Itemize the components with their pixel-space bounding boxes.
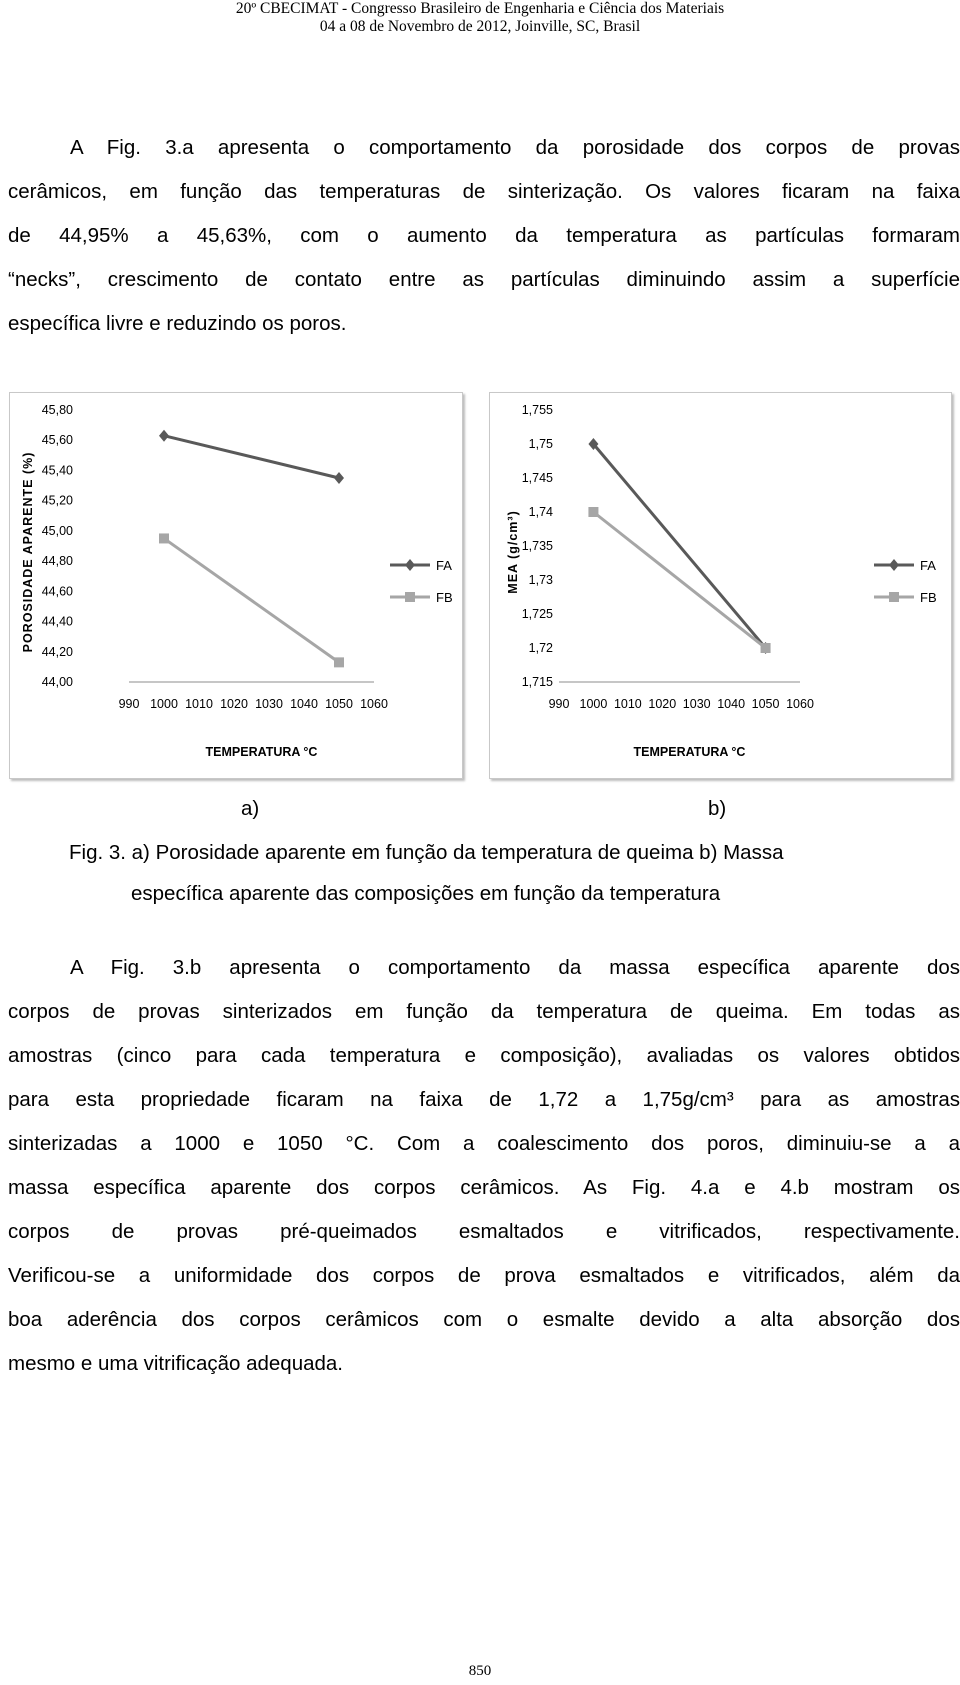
legend-marker-fa xyxy=(889,559,899,571)
text-line: mesmo e uma vitrificação adequada. xyxy=(8,1352,344,1375)
x-tick-label: 1000 xyxy=(579,697,608,711)
legend-label-fb: FB xyxy=(920,590,937,605)
series-line-fb xyxy=(164,538,339,662)
text-line: “necks”, crescimento de contato entre as partículas diminuindo assim a superfície xyxy=(8,268,960,291)
porosity-chart-svg xyxy=(10,393,462,778)
x-tick-label: 1050 xyxy=(325,697,353,711)
data-point-fa xyxy=(159,430,169,442)
text-line: específica livre e reduzindo os poros. xyxy=(8,312,347,335)
y-tick-label: 1,735 xyxy=(521,539,553,553)
y-tick-label: 45,00 xyxy=(41,523,73,538)
y-axis-title: MEA (g/cm³) xyxy=(506,510,520,594)
y-tick-label: 44,60 xyxy=(41,584,73,599)
density-chart xyxy=(489,392,952,779)
sublabel-b: b) xyxy=(708,797,727,820)
x-tick-label: 1000 xyxy=(150,697,178,711)
x-tick-label: 1050 xyxy=(751,697,780,711)
paragraph-1 xyxy=(8,126,960,346)
series-line-fa xyxy=(593,444,765,648)
y-tick-label: 1,73 xyxy=(528,573,553,587)
legend-label-fa: FA xyxy=(920,558,936,573)
text-line: boa aderência dos corpos cerâmicos com o esmalte devido a alta absorção dos xyxy=(8,1308,960,1331)
x-tick-label: 1040 xyxy=(290,697,318,711)
text-line: A Fig. 3.a apresenta o comportamento da porosidade dos corpos de provas xyxy=(70,136,960,159)
text-line: sinterizadas a 1000 e 1050 °C. Com a coalescimento dos poros, diminuiu-se a a xyxy=(8,1132,960,1155)
legend-label-fb: FB xyxy=(436,590,453,605)
data-point-fb xyxy=(334,657,344,667)
y-tick-label: 1,74 xyxy=(528,505,553,519)
y-tick-label: 44,40 xyxy=(41,614,73,629)
paragraph-2 xyxy=(8,946,960,1386)
y-tick-label: 45,20 xyxy=(41,493,73,508)
x-tick-label: 1060 xyxy=(360,697,388,711)
y-tick-label: 1,755 xyxy=(521,403,553,417)
x-tick-label: 1040 xyxy=(717,697,746,711)
x-axis-title: TEMPERATURA °C xyxy=(633,745,746,759)
text-line: Verificou-se a uniformidade dos corpos de prova esmaltados e vitrificados, além da xyxy=(8,1264,960,1287)
figure-caption-line1: Fig. 3. a) Porosidade aparente em função da temperatura de queima b) Massa xyxy=(69,841,784,864)
series-line-fa xyxy=(164,436,339,478)
y-axis-title: POROSIDADE APARENTE (%) xyxy=(21,451,35,653)
text-line: amostras (cinco para cada temperatura e composição), avaliadas os valores obtidos xyxy=(8,1044,960,1067)
data-point-fb xyxy=(761,643,771,653)
x-tick-label: 990 xyxy=(118,697,140,711)
y-tick-label: 45,40 xyxy=(41,463,73,478)
y-tick-label: 44,80 xyxy=(41,554,73,569)
x-tick-label: 1030 xyxy=(682,697,711,711)
text-line: corpos de provas pré-queimados esmaltados e vitrificados, respectivamente. xyxy=(8,1220,960,1243)
text-line: A Fig. 3.b apresenta o comportamento da massa específica aparente dos xyxy=(70,956,960,979)
figure-caption-line2: específica aparente das composições em função da temperatura xyxy=(131,882,721,905)
y-tick-label: 45,80 xyxy=(41,403,73,417)
y-tick-label: 1,715 xyxy=(521,675,553,689)
legend-marker-fb xyxy=(889,592,899,602)
text-line: de 44,95% a 45,63%, com o aumento da temperatura as partículas formaram xyxy=(8,224,960,247)
porosity-chart xyxy=(9,392,463,779)
sublabel-a: a) xyxy=(241,797,260,820)
text-line: para esta propriedade ficaram na faixa de 1,72 a 1,75g/cm³ para as amostras xyxy=(8,1088,960,1111)
text-line: corpos de provas sinterizados em função da temperatura de queima. Em todas as xyxy=(8,1000,960,1023)
x-tick-label: 1020 xyxy=(648,697,677,711)
data-point-fa xyxy=(334,472,344,484)
density-chart-svg xyxy=(490,393,951,778)
legend-label-fa: FA xyxy=(436,558,452,573)
data-point-fb xyxy=(159,533,169,543)
x-tick-label: 990 xyxy=(548,697,570,711)
page-number: 850 xyxy=(468,1663,492,1679)
x-tick-label: 1010 xyxy=(185,697,213,711)
legend-marker-fb xyxy=(405,592,415,602)
series-line-fb xyxy=(593,512,765,648)
x-axis-title: TEMPERATURA °C xyxy=(205,745,318,759)
y-tick-label: 1,725 xyxy=(521,607,553,621)
header-dates: 04 a 08 de Novembro de 2012, Joinville, SC, Brasil xyxy=(319,18,641,35)
x-tick-label: 1060 xyxy=(786,697,814,711)
header-conference: 20º CBECIMAT - Congresso Brasileiro de Engenharia e Ciência dos Materiais xyxy=(235,0,725,17)
y-tick-label: 44,20 xyxy=(41,644,73,659)
x-tick-label: 1030 xyxy=(255,697,283,711)
y-tick-label: 1,72 xyxy=(528,641,553,655)
x-tick-label: 1010 xyxy=(613,697,642,711)
y-tick-label: 44,00 xyxy=(41,675,73,689)
y-tick-label: 45,60 xyxy=(41,433,73,448)
text-line: cerâmicos, em função das temperaturas de sinterização. Os valores ficaram na faixa xyxy=(8,180,960,203)
legend-marker-fa xyxy=(405,559,415,571)
x-tick-label: 1020 xyxy=(220,697,248,711)
y-tick-label: 1,745 xyxy=(521,471,553,485)
text-line: massa específica aparente dos corpos cerâmicos. As Fig. 4.a e 4.b mostram os xyxy=(8,1176,960,1199)
y-tick-label: 1,75 xyxy=(528,437,553,451)
data-point-fb xyxy=(588,507,598,517)
